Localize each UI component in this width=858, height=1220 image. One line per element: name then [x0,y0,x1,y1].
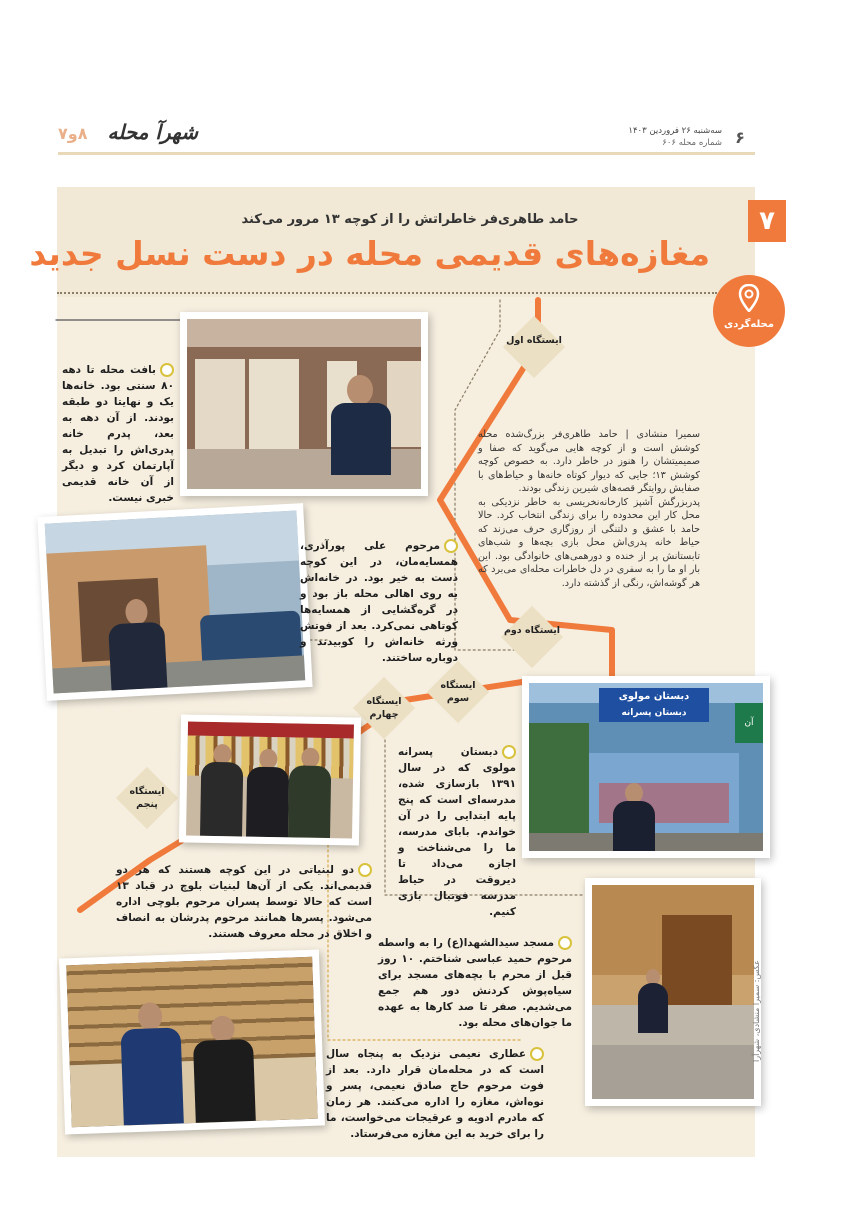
caption-school [398,744,516,920]
school-side-sign-text: آن [744,718,754,728]
station-3-label: ایستگاه سوم [440,680,476,704]
station-4-label: ایستگاه چهارم [366,696,402,720]
photo-house-facade [180,312,428,496]
photo-credit: عکس: سمیرا منشادی، شهرآرا [752,960,761,1062]
school-side-sign [735,703,763,743]
article-intro: سمیرا منشادی | حامد طاهری‌فر بزرگ‌شده محله کوشش است و از کوچه هایی می‌گوید که صفا و صمیمیتشان را هنوز در خاطر دارد. به خصوص کوچه کوشش ۱۳؛ جایی که دیوار کوتاه خانه‌ها و حیاط‌های با صفایش روایتگر قصه‌های شیرین زندگی بودند. پدربزرگش آشپز کارخانه‌نخریسی به خاطر نزدیکی به محل کار این محدوده را برای زندگی انتخاب کرد. حالا حامد با عشق و دلتنگی از روزگاری حرف می‌زند که حیاط خانه پدری‌اش محل بازی بچه‌ها و شب‌های تابستانش پر از خنده و دورهمی‌های خانوادگی بود. این بار او ما را به سفری در دل خاطرات محله‌ای می‌برد که هر گوشه‌اش، رنگی از گذشته دارد. [478,429,701,589]
article-number: ۷ [759,206,775,236]
header-issue: شماره محله ۶۰۶ [662,138,722,148]
photo-dairy-shop [179,714,361,845]
station-2-label: ایستگاه دوم [503,625,561,636]
header-date: سه‌شنبه ۲۶ فروردین ۱۴۰۳ [628,126,722,136]
caption-dairy-text: دو لبنیاتی در این کوچه هستند که هر دو قدیمی‌اند. یکی از آن‌ها لبنیات بلوچ در قباد ۱۳ است که حالا توسط پسران مرحوم بلوچی اداره می‌شود. پسرها همانند مرحوم پدرشان به انصاف و اخلاق در محله معروف هستند. [116,864,372,940]
header-brand-name: شهرآ محله [107,120,198,144]
caption-mosque-text: مسجد سیدالشهدا(ع) را به واسطه مرحوم حمید عباسی شناختم. ۱۰ روز قبل از محرم با بچه‌های مسجد برای سیاه‌پوش کردنش دور هم جمع می‌شدیم. صفر تا صد کارها به عهده ما جوان‌های محله بود. [378,937,572,1029]
section-label: محله‌گردی [724,319,774,330]
caption-bullet [558,936,572,950]
caption-bullet [444,539,458,553]
caption-mosque [378,935,572,1031]
photo-molavi-school [522,676,770,858]
caption-neighbor [300,538,458,666]
caption-bullet [358,863,372,877]
caption-house [62,362,174,506]
caption-school-text: دبستان پسرانه مولوی که در سال ۱۳۹۱ بازسازی شده، مدرسه‌ای است که پنج پایه ابتدایی را در آن خواندم. بابای مدرسه، ما را می‌شناخت و اجازه می‌داد تا دیروقت در حیاط مدرسه فوتبال بازی کنیم. [398,746,516,918]
school-sign [599,688,709,722]
caption-neighbor-text: مرحوم علی پورآذری، همسایه‌مان، در این کوچه دست به خیر بود. در خانه‌اش به روی اهالی محله باز بود و در گره‌گشایی از همسایه‌ها کوتاهی نمی‌کرد. بعد از فوتش ورثه خانه‌اش را کوبیدند و دوباره ساختند. [300,540,458,664]
header-brand-number: ۸و۷ [58,124,88,143]
station-1-label: ایستگاه اول [506,335,562,346]
header-page-number: ۶ [735,128,745,147]
caption-spice-text: عطاری نعیمی نزدیک به پنجاه سال است که در محله‌مان قرار دارد. بعد از فوت مرحوم حاج صادق نعیمی، پسر و نوه‌اش، مغازه را اداره می‌کنند. هر زمان که مادرم ادویه و عرقیجات می‌خواست، ما را برای خرید به این مغازه می‌فرستاد. [326,1048,544,1140]
station-5-label: ایستگاه پنجم [129,786,165,810]
caption-bullet [530,1047,544,1061]
caption-bullet [160,363,174,377]
caption-spice [326,1046,544,1142]
photo-neighbor-house [37,503,312,701]
article-title: مغازه‌های قدیمی محله در دست نسل جدید [29,234,710,273]
school-sign-bottom: دبستان پسرانه [621,708,687,718]
photo-spice-shop [59,950,325,1135]
article-kicker: حامد طاهری‌فر خاطراتش را از کوچه ۱۳ مرور می‌کند [241,212,579,227]
school-sign-top: دبستان مولوی [618,691,690,702]
caption-house-text: بافت محله تا دهه ۸۰ سنتی بود. خانه‌ها یک و نهایتا دو طبقه بودند. از آن دهه به بعد، پدرم خانه پدری‌اش را تبدیل به آپارتمان کرد و دیگر از آن خانه قدیمی خبری نیست. [62,364,174,504]
photo-mosque [585,878,761,1106]
caption-bullet [502,745,516,759]
caption-dairy [116,862,372,942]
